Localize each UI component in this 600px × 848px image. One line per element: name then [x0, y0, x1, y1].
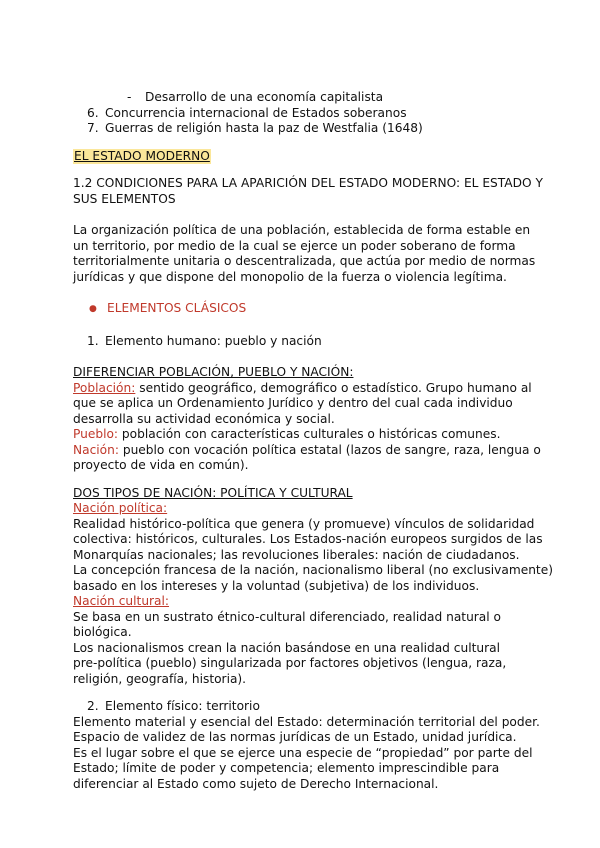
list-item-text: Desarrollo de una economía capitalista	[145, 90, 384, 104]
bullet-dot-icon: ●	[89, 304, 97, 314]
cultural-line: pre-política (pueblo) singularizada por factores objetivos (lengua, raza,	[73, 656, 507, 670]
nacion-line: proyecto de vida en común).	[73, 458, 249, 472]
poblacion-line	[73, 381, 533, 397]
dash-marker: -	[127, 90, 132, 104]
poblacion-line: que se aplica un Ordenamiento Jurídico y dentro del cual cada individuo	[73, 396, 513, 410]
definition-line: La organización política de una población, establecida de forma estable en	[73, 223, 531, 237]
politica-line: Monarquías nacionales; las revoluciones liberales: nación de ciudadanos.	[73, 547, 520, 562]
subheading-line-2: SUS ELEMENTOS	[73, 191, 176, 206]
nacion-cultural-term: Nación cultural:	[73, 594, 170, 608]
poblacion-term: Población:	[73, 380, 136, 395]
definition-line: territorialmente unitaria o descentralizada, que actúa por medio de normas	[73, 254, 536, 268]
list-number: 7.	[87, 121, 99, 135]
nacion-text: pueblo con vocación política estatal (lazos de sangre, raza, lengua o	[118, 442, 541, 457]
territorio-line: Estado; límite de poder y competencia; elemento imprescindible para	[73, 761, 500, 775]
cultural-line: Los nacionalismos crean la nación basándose en una realidad cultural	[73, 640, 500, 655]
politica-line: colectiva: históricos, culturales. Los Estados-nación europeos surgidos de las	[73, 532, 543, 546]
nacion-term: Nación:	[73, 442, 119, 457]
document-content	[73, 90, 553, 792]
list-item-dash	[73, 90, 533, 106]
bullet-heading-text: ELEMENTOS CLÁSICOS	[107, 301, 247, 315]
list-item-text: Guerras de religión hasta la paz de Westfalia (1648)	[105, 121, 423, 135]
poblacion-text: sentido geográfico, demográfico o estadístico. Grupo humano al	[135, 380, 532, 395]
politica-line: Realidad histórico-política que genera (y promueve) vínculos de solidaridad	[73, 516, 535, 531]
element-2	[73, 699, 533, 715]
list-item-text: Elemento humano: pueblo y nación	[105, 333, 322, 348]
list-number: 1.	[87, 333, 99, 348]
diff-title: DIFERENCIAR POBLACIÓN, PUEBLO Y NACIÓN:	[73, 365, 354, 379]
pueblo-term: Pueblo:	[73, 427, 119, 441]
section-title: EL ESTADO MODERNO	[74, 148, 210, 163]
nacion-politica-term: Nación política:	[73, 501, 168, 515]
cultural-line: Se basa en un sustrato étnico-cultural diferenciado, realidad natural o	[73, 609, 501, 624]
territorio-line: Espacio de validez de las normas jurídicas de un Estado, unidad jurídica.	[73, 730, 517, 744]
territorio-line: Elemento material y esencial del Estado: determinación territorial del poder.	[73, 714, 540, 729]
cultural-line: religión, geografía, historia).	[73, 671, 247, 686]
politica-line: La concepción francesa de la nación, nacionalismo liberal (no exclusivamente)	[73, 563, 553, 577]
definition-line: un territorio, por medio de la cual se ejerce un poder soberano de forma	[73, 238, 516, 253]
list-number: 2.	[87, 699, 99, 713]
pueblo-text: población con características culturales o históricas comunes.	[118, 427, 501, 441]
pueblo-line	[73, 427, 533, 443]
nacion-line	[73, 442, 541, 459]
poblacion-line: desarrolla su actividad económica y social.	[73, 411, 335, 426]
list-number: 6.	[87, 105, 99, 120]
list-item-text: Concurrencia internacional de Estados soberanos	[105, 105, 407, 120]
territorio-line: diferenciar al Estado como sujeto de Derecho Internacional.	[73, 776, 439, 791]
bullet-heading	[73, 301, 533, 318]
tipos-title: DOS TIPOS DE NACIÓN: POLÍTICA Y CULTURAL	[73, 485, 353, 500]
subheading-line-1: 1.2 CONDICIONES PARA LA APARICIÓN DEL ESTADO MODERNO: EL ESTADO Y	[73, 176, 543, 190]
element-1	[73, 334, 533, 350]
definition-line: jurídicas y que dispone del monopolio de la fuerza o violencia legítima.	[73, 269, 507, 284]
cultural-line: biológica.	[73, 625, 132, 639]
list-item-6	[73, 106, 533, 122]
territorio-line: Es el lugar sobre el que se ejerce una especie de “propiedad” por parte del	[73, 745, 533, 760]
politica-line: basado en los intereses y la voluntad (subjetiva) de los individuos.	[73, 578, 480, 593]
list-item-text: Elemento físico: territorio	[105, 699, 260, 713]
list-item-7	[73, 121, 533, 137]
